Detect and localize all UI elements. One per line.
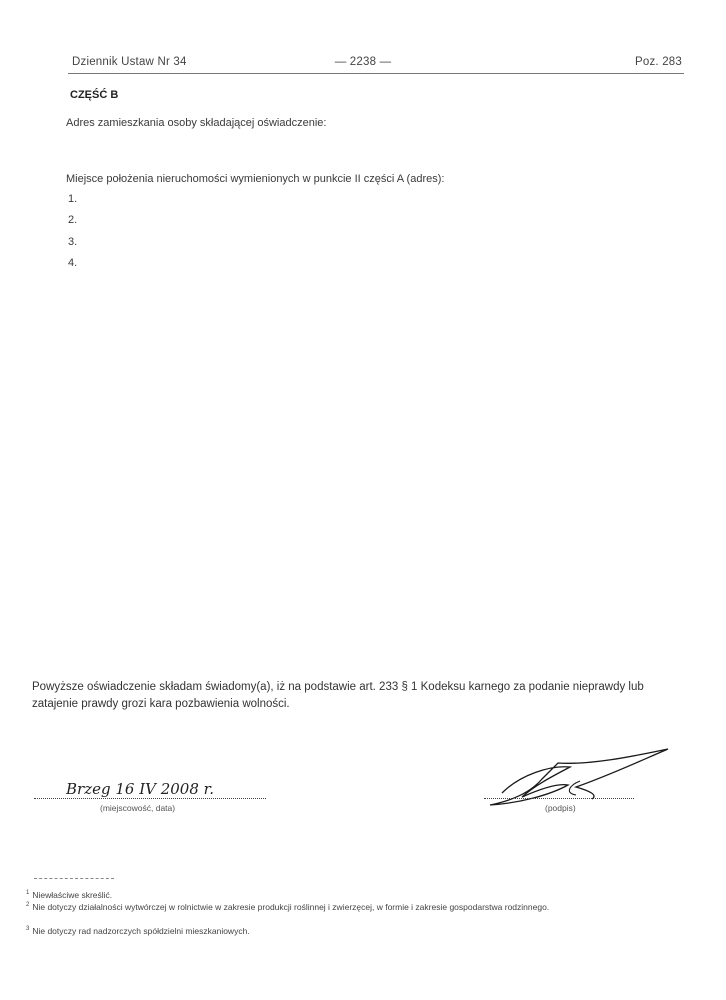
property-item-1: 1. [68,193,78,205]
footnote-text: Nie dotyczy rad nadzorczych spółdzielni mieszkaniowych. [32,925,250,936]
footnote-2 [26,900,666,913]
place-date-handwriting: Brzeg 16 IV 2008 r. [66,780,214,798]
footnote-text: Niewłaściwe skreślić. [32,889,113,900]
declaration-text: Powyższe oświadczenie składam świadomy(a), iż na podstawie art. 233 § 1 Kodeksu karnego za podanie nieprawdy lub zatajenie prawdy grozi kara pozbawienia wolności. [32,681,644,710]
footnote-1 [26,888,666,901]
signature-caption: (podpis) [545,803,576,813]
place-date-caption: (miejscowość, data) [100,803,176,813]
footnote-mark: 3 [26,926,30,932]
signature-line [484,798,634,799]
header-page-number: — 2238 — [334,56,392,68]
place-date-line [34,798,266,799]
footnote-3 [26,924,666,937]
address-label: Adres zamieszkania osoby składającej oświadczenie: [66,117,327,129]
header-rule [68,73,684,74]
footnote-mark: 1 [26,890,30,896]
signature-scribble [480,745,680,815]
property-item-4: 4. [68,257,78,269]
property-item-2: 2. [68,214,78,226]
property-item-3: 3. [68,236,78,248]
header-journal: Dziennik Ustaw Nr 34 [72,56,187,68]
footnote-rule [34,878,114,879]
property-label: Miejsce położenia nieruchomości wymienionych w punkcie II części A (adres): [66,173,445,185]
section-title: CZĘŚĆ B [70,89,119,101]
header-position: Poz. 283 [635,56,682,68]
footnote-text: Nie dotyczy działalności wytwórczej w rolnictwie w zakresie produkcji roślinnej i zwierzęcej, w formie i zakresie gospodarstwa rodzinnego. [32,901,550,912]
footnote-mark: 2 [26,902,30,908]
